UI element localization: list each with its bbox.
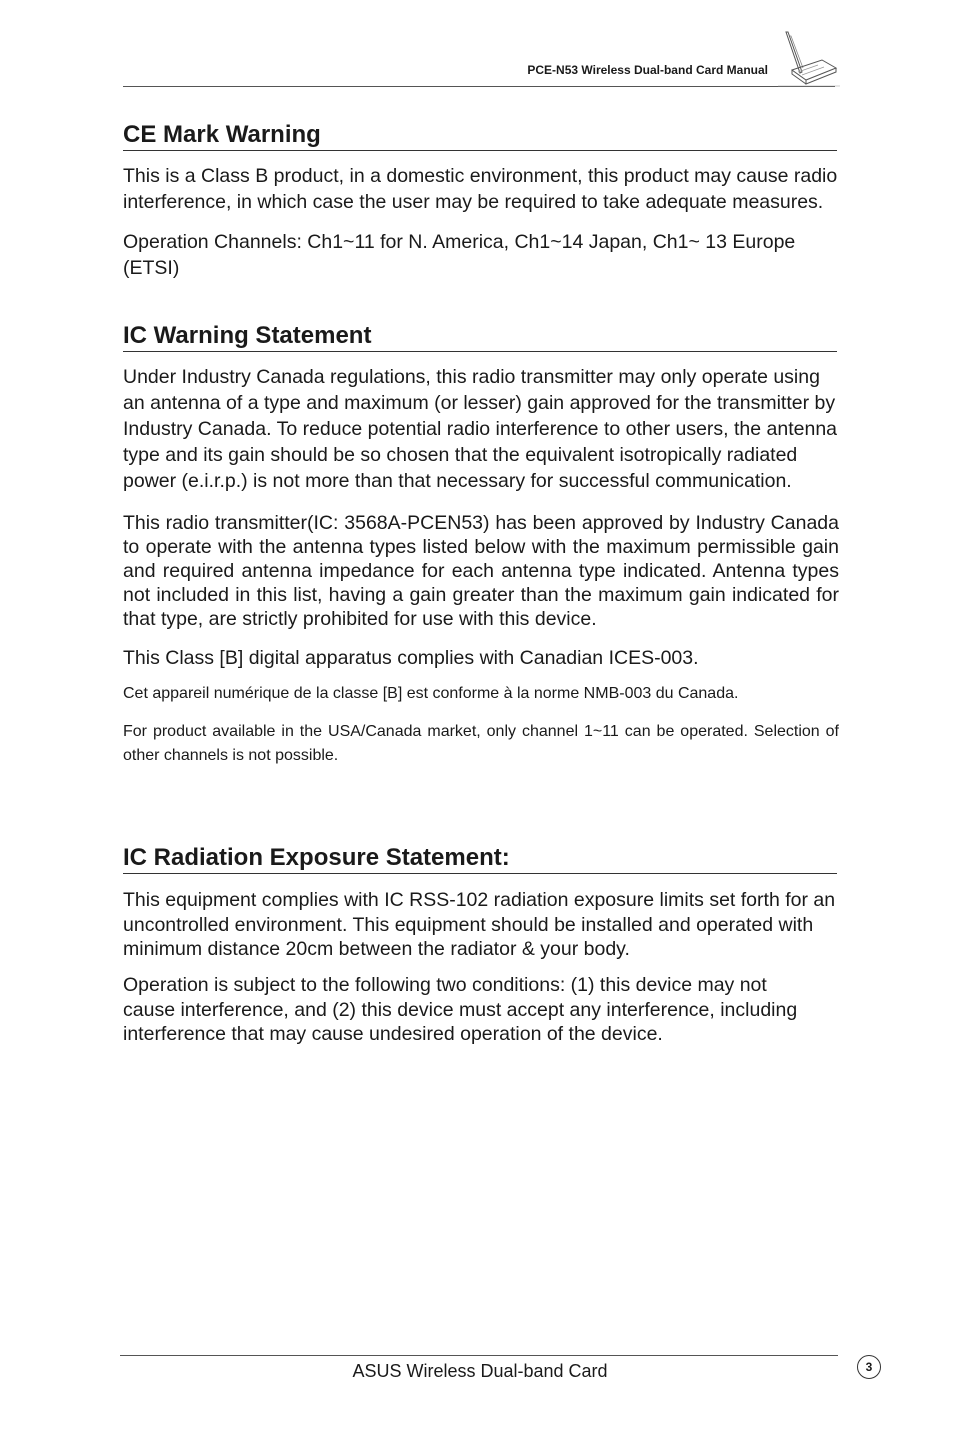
paragraph: For product available in the USA/Canada market, only channel 1~11 can be operated. Selection of other channels is not possible. bbox=[123, 723, 839, 764]
footer-title: ASUS Wireless Dual-band Card bbox=[352, 1361, 608, 1381]
paragraph-french: Cet appareil numérique de la classe [B] est conforme à la norme NMB-003 du Canada. bbox=[123, 685, 739, 702]
section-heading: CE Mark Warning bbox=[123, 121, 837, 151]
header-divider bbox=[123, 86, 835, 87]
paragraph: Operation Channels: Ch1~11 for N. America, Ch1~14 Japan, Ch1~ 13 Europe (ETSI) bbox=[123, 231, 796, 279]
paragraph: This is a Class B product, in a domestic environment, this product may cause radio interference, in which case the user may be required to take adequate measures. bbox=[123, 165, 838, 213]
wireless-card-icon bbox=[778, 30, 840, 90]
paragraph: This equipment complies with IC RSS-102 radiation exposure limits set forth for an uncontrolled environment. This equipment should be installed and operated with minimum distance 20cm between the radiator & your body. bbox=[123, 889, 836, 960]
header-title: PCE-N53 Wireless Dual-band Card Manual bbox=[527, 63, 768, 77]
section-heading: IC Radiation Exposure Statement: bbox=[123, 844, 837, 874]
page-number: 3 bbox=[857, 1355, 881, 1379]
paragraph: This radio transmitter(IC: 3568A-PCEN53) has been approved by Industry Canada to operate with the antenna types listed below with the maximum permissible gain and required antenna impedance for each antenna type indicated. Antenna types not included in this list, having a gain greater than the maximum gain indicated for that type, are strictly prohibited for use with this device. bbox=[123, 512, 839, 630]
paragraph: Under Industry Canada regulations, this radio transmitter may only operate using an antenna of a type and maximum (or lesser) gain approved for the transmitter by Industry Canada. To reduce potential radio interference to other users, the antenna type and its gain should be so chosen that the equivalent isotropically radiated power (e.i.r.p.) is not more than that necessary for successful communication. bbox=[123, 366, 838, 492]
section-heading: IC Warning Statement bbox=[123, 322, 837, 352]
footer-divider bbox=[120, 1355, 838, 1356]
paragraph: This Class [B] digital apparatus complies with Canadian ICES-003. bbox=[123, 647, 699, 669]
paragraph: Operation is subject to the following two conditions: (1) this device may not cause interference, and (2) this device must accept any interference, including interference that may cause undesired operation of the device. bbox=[123, 974, 798, 1045]
